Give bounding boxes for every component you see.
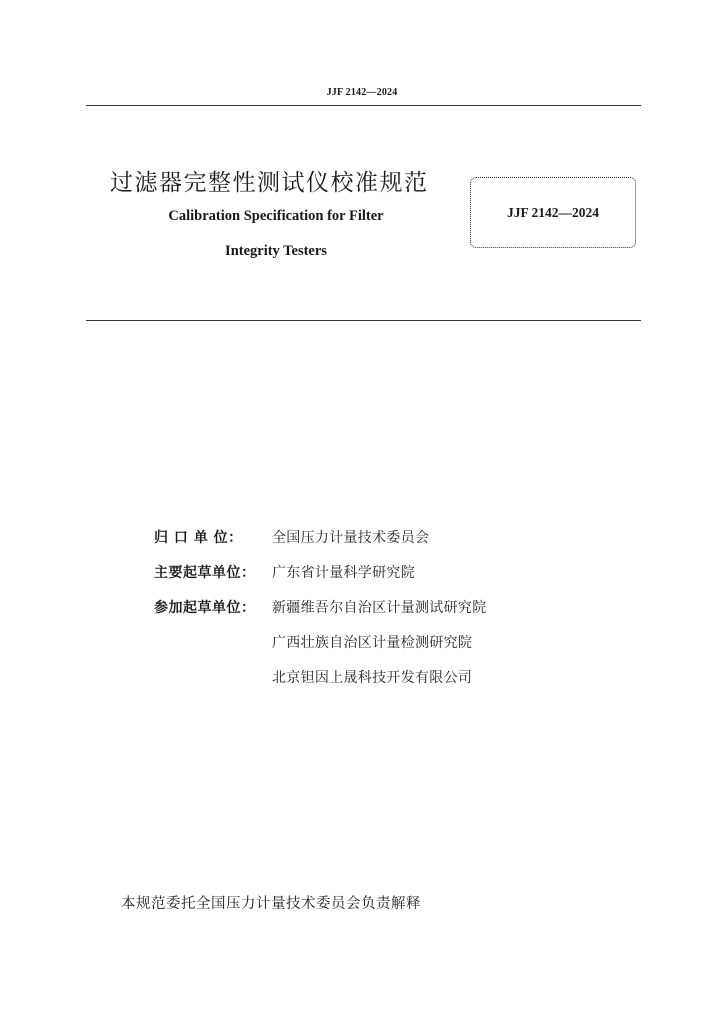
bottom-divider <box>86 320 641 321</box>
drafting-units <box>154 519 487 694</box>
participant-item: 北京钽因上晟科技开发有限公司 <box>272 669 473 686</box>
top-divider <box>86 105 641 106</box>
owner-row <box>154 519 487 554</box>
title-english-line1: Calibration Specification for Filter <box>168 208 384 224</box>
participant-item: 新疆维吾尔自治区计量测试研究院 <box>272 599 487 616</box>
participants-row-cont <box>154 659 487 694</box>
owner-label: 归 口 单 位： <box>154 529 243 546</box>
drafter-row <box>154 554 487 589</box>
title-english-line2: Integrity Testers <box>225 243 327 259</box>
participants-row-cont <box>154 624 487 659</box>
participants-row <box>154 589 487 624</box>
drafter-label: 主要起草单位： <box>154 564 256 581</box>
title-chinese: 过滤器完整性测试仪校准规范 <box>110 170 429 196</box>
standard-code-box-text: JJF 2142—2024 <box>506 205 600 220</box>
owner-value: 全国压力计量技术委员会 <box>272 529 430 546</box>
participants-label: 参加起草单位： <box>154 599 256 616</box>
interpretation-note: 本规范委托全国压力计量技术委员会负责解释 <box>121 896 421 912</box>
drafter-value: 广东省计量科学研究院 <box>272 564 415 581</box>
standard-code-box <box>470 177 636 248</box>
participant-item: 广西壮族自治区计量检测研究院 <box>272 634 473 651</box>
header-standard-code: JJF 2142—2024 <box>326 87 398 98</box>
